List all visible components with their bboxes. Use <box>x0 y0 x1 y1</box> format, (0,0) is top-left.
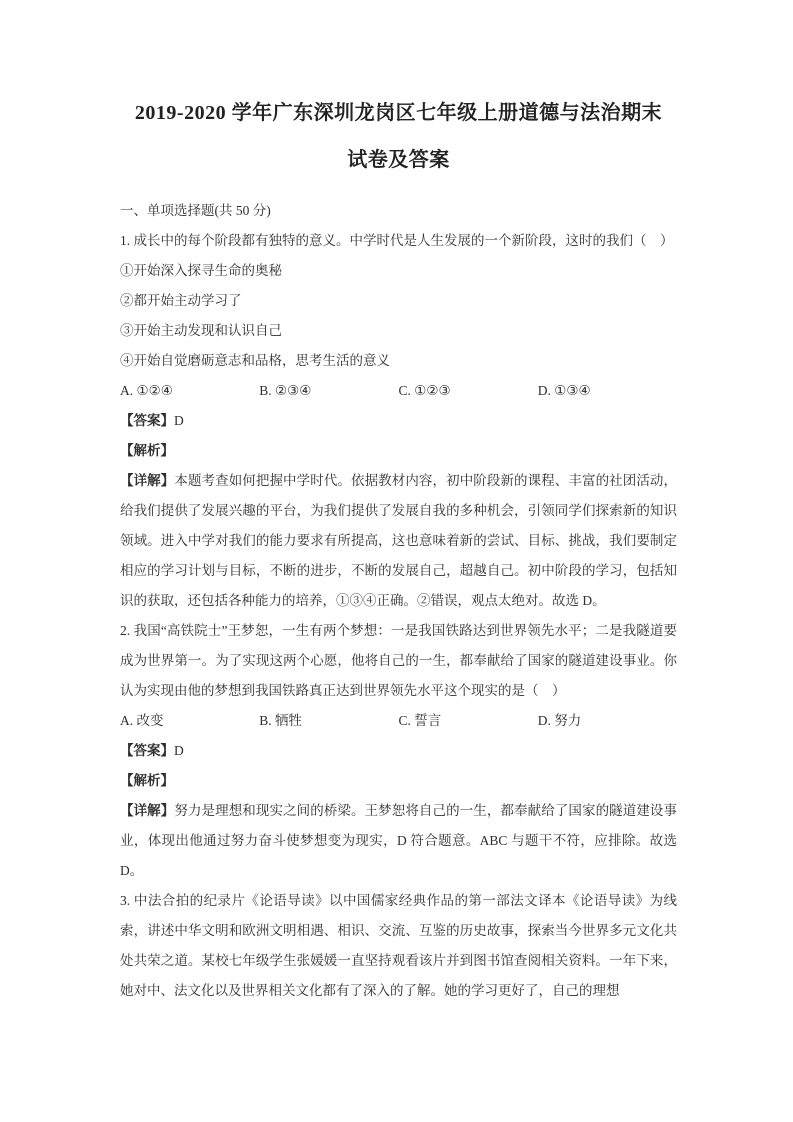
detail-text: 本题考查如何把握中学时代。依据教材内容，初中阶段新的课程、丰富的社团活动，给我们提供了发展兴趣的平台，为我们提供了发展自我的多种机会，引领同学们探索新的知识领域。进入中学对我们的能力要求有所提高，这也意味着新的尝试、目标、挑战，我们要制定相应的学习计划与目标，不断的进步，不断的发展自己，超越自己。初中阶段的学习，包括知识的获取，还包括各种能力的培养，①③④正确。②错误，观点太绝对。故选 D。 <box>120 473 678 608</box>
answer-line <box>120 406 677 436</box>
answer-label: 【答案】 <box>120 413 174 428</box>
question-item: ②都开始主动学习了 <box>120 293 242 308</box>
detail-paragraph <box>120 796 677 886</box>
question-block-3 <box>120 886 677 1006</box>
question-block-2 <box>120 616 677 886</box>
answer-label: 【答案】 <box>120 743 174 758</box>
option-b: B. 牺牲 <box>259 713 303 728</box>
question-item: ③开始主动发现和认识自己 <box>120 323 282 338</box>
option-d: D. 努力 <box>537 713 582 728</box>
option-c: C. 誓言 <box>398 713 442 728</box>
question-item: ④开始自觉磨砺意志和品格，思考生活的意义 <box>120 353 390 368</box>
question-stem: 1. 成长中的每个阶段都有独特的意义。中学时代是人生发展的一个新阶段，这时的我们（ ） <box>120 233 674 248</box>
question-block-1 <box>120 226 677 616</box>
question-stem: 2. 我国“高铁院士”王梦恕，一生有两个梦想：一是我国铁路达到世界领先水平；二是我隧道要成为世界第一。为了实现这两个心愿，他将自己的一生，都奉献给了国家的隧道建设事业。你认为实现由他的梦想到我国铁路真正达到世界领先水平这个现实的是（ ） <box>120 623 677 698</box>
options-row <box>120 376 677 406</box>
options-row <box>120 706 677 736</box>
answer-value: D <box>174 413 184 428</box>
page-title <box>120 90 677 184</box>
analysis-label: 【解析】 <box>120 443 174 458</box>
detail-label: 【详解】 <box>120 473 175 488</box>
question-stem: 3. 中法合拍的纪录片《论语导读》以中国儒家经典作品的第一部法文译本《论语导读》为线索，讲述中华文明和欧洲文明相遇、相识、交流、互鉴的历史故事，探索当今世界多元文化共处共荣之道。某校七年级学生张媛媛一直坚持观看该片并到图书馆查阅相关资料。一年下来，她对中、法文化以及世界相关文化都有了深入的了解。她的学习更好了，自己的理想 <box>120 893 677 998</box>
option-a: A. ①②④ <box>120 383 173 398</box>
option-c: C. ①②③ <box>398 383 451 398</box>
page-title-line-2: 试卷及答案 <box>347 149 450 171</box>
section-heading: 一、单项选择题(共 50 分) <box>120 203 271 218</box>
option-d: D. ①③④ <box>537 383 591 398</box>
detail-label: 【详解】 <box>120 803 175 818</box>
option-b: B. ②③④ <box>259 383 312 398</box>
answer-value: D <box>174 743 184 758</box>
detail-text: 努力是理想和现实之间的桥梁。王梦恕将自己的一生，都奉献给了国家的隧道建设事业，体现出他通过努力奋斗使梦想变为现实，D 符合题意。ABC 与题干不符，应排除。故选 D。 <box>120 803 678 878</box>
option-a: A. 改变 <box>120 713 164 728</box>
answer-line <box>120 736 677 766</box>
detail-paragraph <box>120 466 677 616</box>
analysis-label: 【解析】 <box>120 773 174 788</box>
question-item: ①开始深入探寻生命的奥秘 <box>120 263 282 278</box>
page-title-line-1: 2019-2020 学年广东深圳龙岗区七年级上册道德与法治期末 <box>134 102 663 124</box>
